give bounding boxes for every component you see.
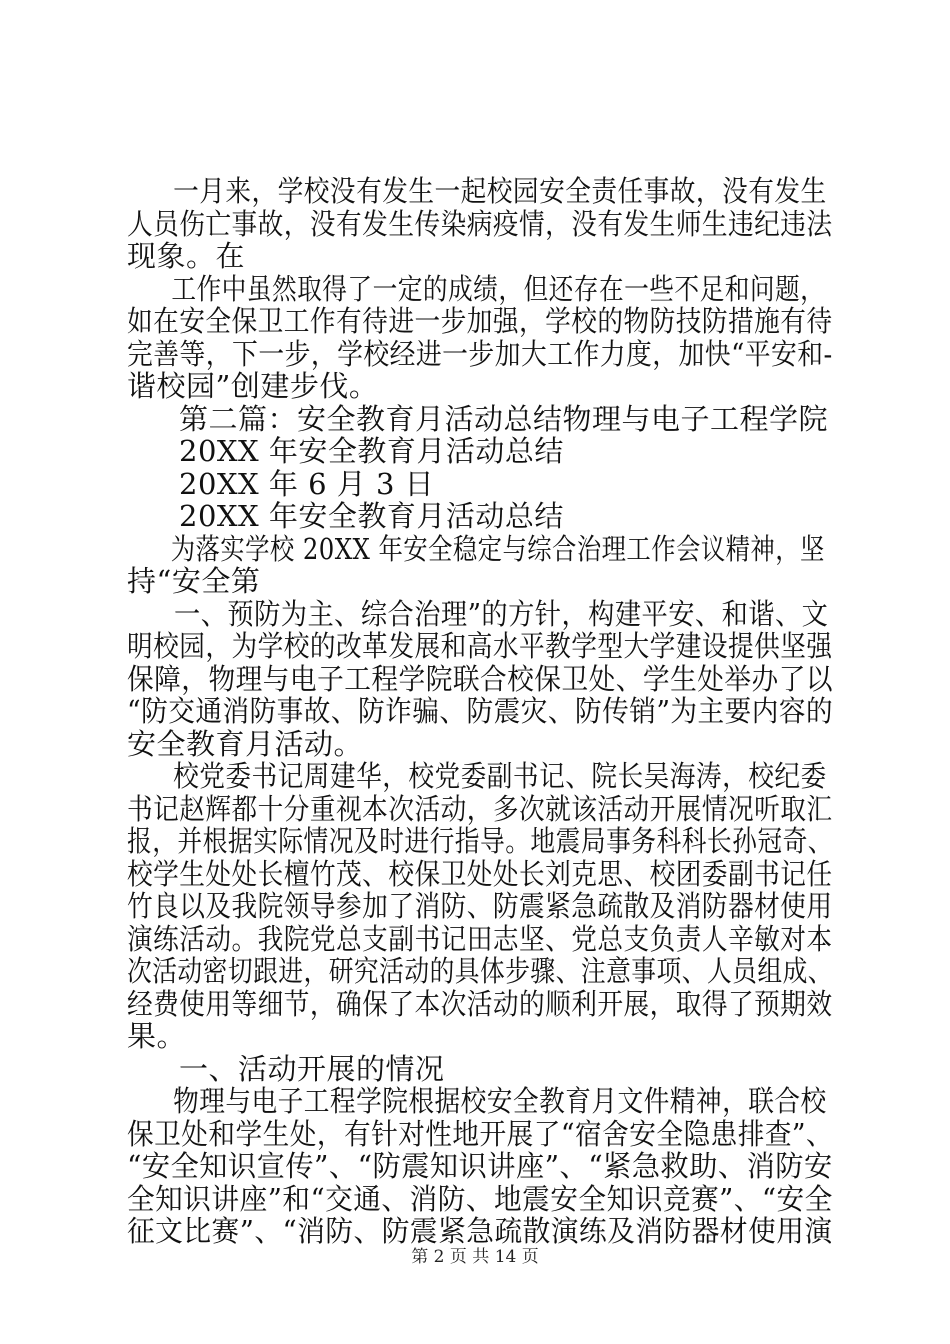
- text-line: 保障，物理与电子工程学院联合校保卫处、学生处举办了以: [127, 661, 834, 696]
- text-line: 第二篇：安全教育月活动总结物理与电子工程学院: [179, 401, 829, 436]
- text-line: 征文比赛”、“消防、防震紧急疏散演练及消防器材使用演: [127, 1214, 833, 1248]
- text-line: 竹良以及我院领导参加了消防、防震紧急疏散及消防器材使用: [127, 889, 833, 923]
- text-line: 经费使用等细节，确保了本次活动的顺利开展，取得了预期效: [127, 986, 833, 1021]
- text-line: 校学生处处长檀竹茂、校保卫处处长刘克思、校团委副书记任: [127, 856, 833, 891]
- text-line: 20XX 年安全教育月活动总结: [179, 434, 564, 468]
- text-line: “安全知识宣传”、“防震知识讲座”、“紧急救助、消防安: [127, 1149, 833, 1183]
- text-line: 一月来，学校没有发生一起校园安全责任事故，没有发生: [173, 174, 827, 208]
- text-line: 全知识讲座”和“交通、消防、地震安全知识竞赛”、“安全: [127, 1181, 833, 1216]
- text-line: 谐校园”创建步伐。: [127, 369, 379, 403]
- text-line: 为落实学校 20XX 年安全稳定与综合治理工作会议精神，坚: [170, 531, 825, 566]
- text-line: 20XX 年 6 月 3 日: [179, 466, 435, 501]
- text-line: 校党委书记周建华，校党委副书记、院长吴海涛，校纪委: [173, 759, 827, 793]
- text-line: “防交通消防事故、防诈骗、防震灾、防传销”为主要内容的: [127, 694, 834, 728]
- text-line: 现象。在: [127, 239, 246, 273]
- text-line: 书记赵辉都十分重视本次活动，多次就该活动开展情况听取汇: [127, 791, 833, 826]
- text-line: 演练活动。我院党总支副书记田志坚、党总支负责人辛敏对本: [127, 921, 833, 956]
- text-line: 一、预防为主、综合治理”的方针，构建平安、和谐、文: [174, 596, 829, 631]
- text-line: 完善等，下一步，学校经进一步加大工作力度，加快“平安和-: [127, 336, 833, 371]
- text-line: 报，并根据实际情况及时进行指导。地震局事务科科长孙冠奇、: [127, 824, 834, 858]
- text-line: 安全教育月活动。: [127, 726, 364, 761]
- text-line: 持“安全第: [127, 564, 261, 598]
- text-line: 明校园，为学校的改革发展和高水平教学型大学建设提供坚强: [127, 629, 833, 663]
- page-number-label: 第 2 页 共 14 页: [411, 1247, 539, 1267]
- text-line: 人员伤亡事故，没有发生传染病疫情，没有发生师生违纪违法: [127, 206, 833, 241]
- document-body: [127, 175, 833, 1248]
- text-line: 如在安全保卫工作有待进一步加强，学校的物防技防措施有待: [127, 304, 833, 338]
- text-line: 次活动密切跟进，研究活动的具体步骤、注意事项、人员组成、: [127, 954, 834, 988]
- text-line: 20XX 年安全教育月活动总结: [179, 499, 564, 533]
- text-line: 一、活动开展的情况: [179, 1051, 445, 1086]
- text-line: 物理与电子工程学院根据校安全教育月文件精神，联合校: [173, 1084, 827, 1118]
- page-footer: [0, 1247, 950, 1267]
- text-line: 果。: [127, 1019, 187, 1053]
- text-line: 工作中虽然取得了一定的成绩，但还存在一些不足和问题，: [171, 271, 826, 306]
- text-line: 保卫处和学生处，有针对性地开展了“宿舍安全隐患排查”、: [127, 1116, 834, 1151]
